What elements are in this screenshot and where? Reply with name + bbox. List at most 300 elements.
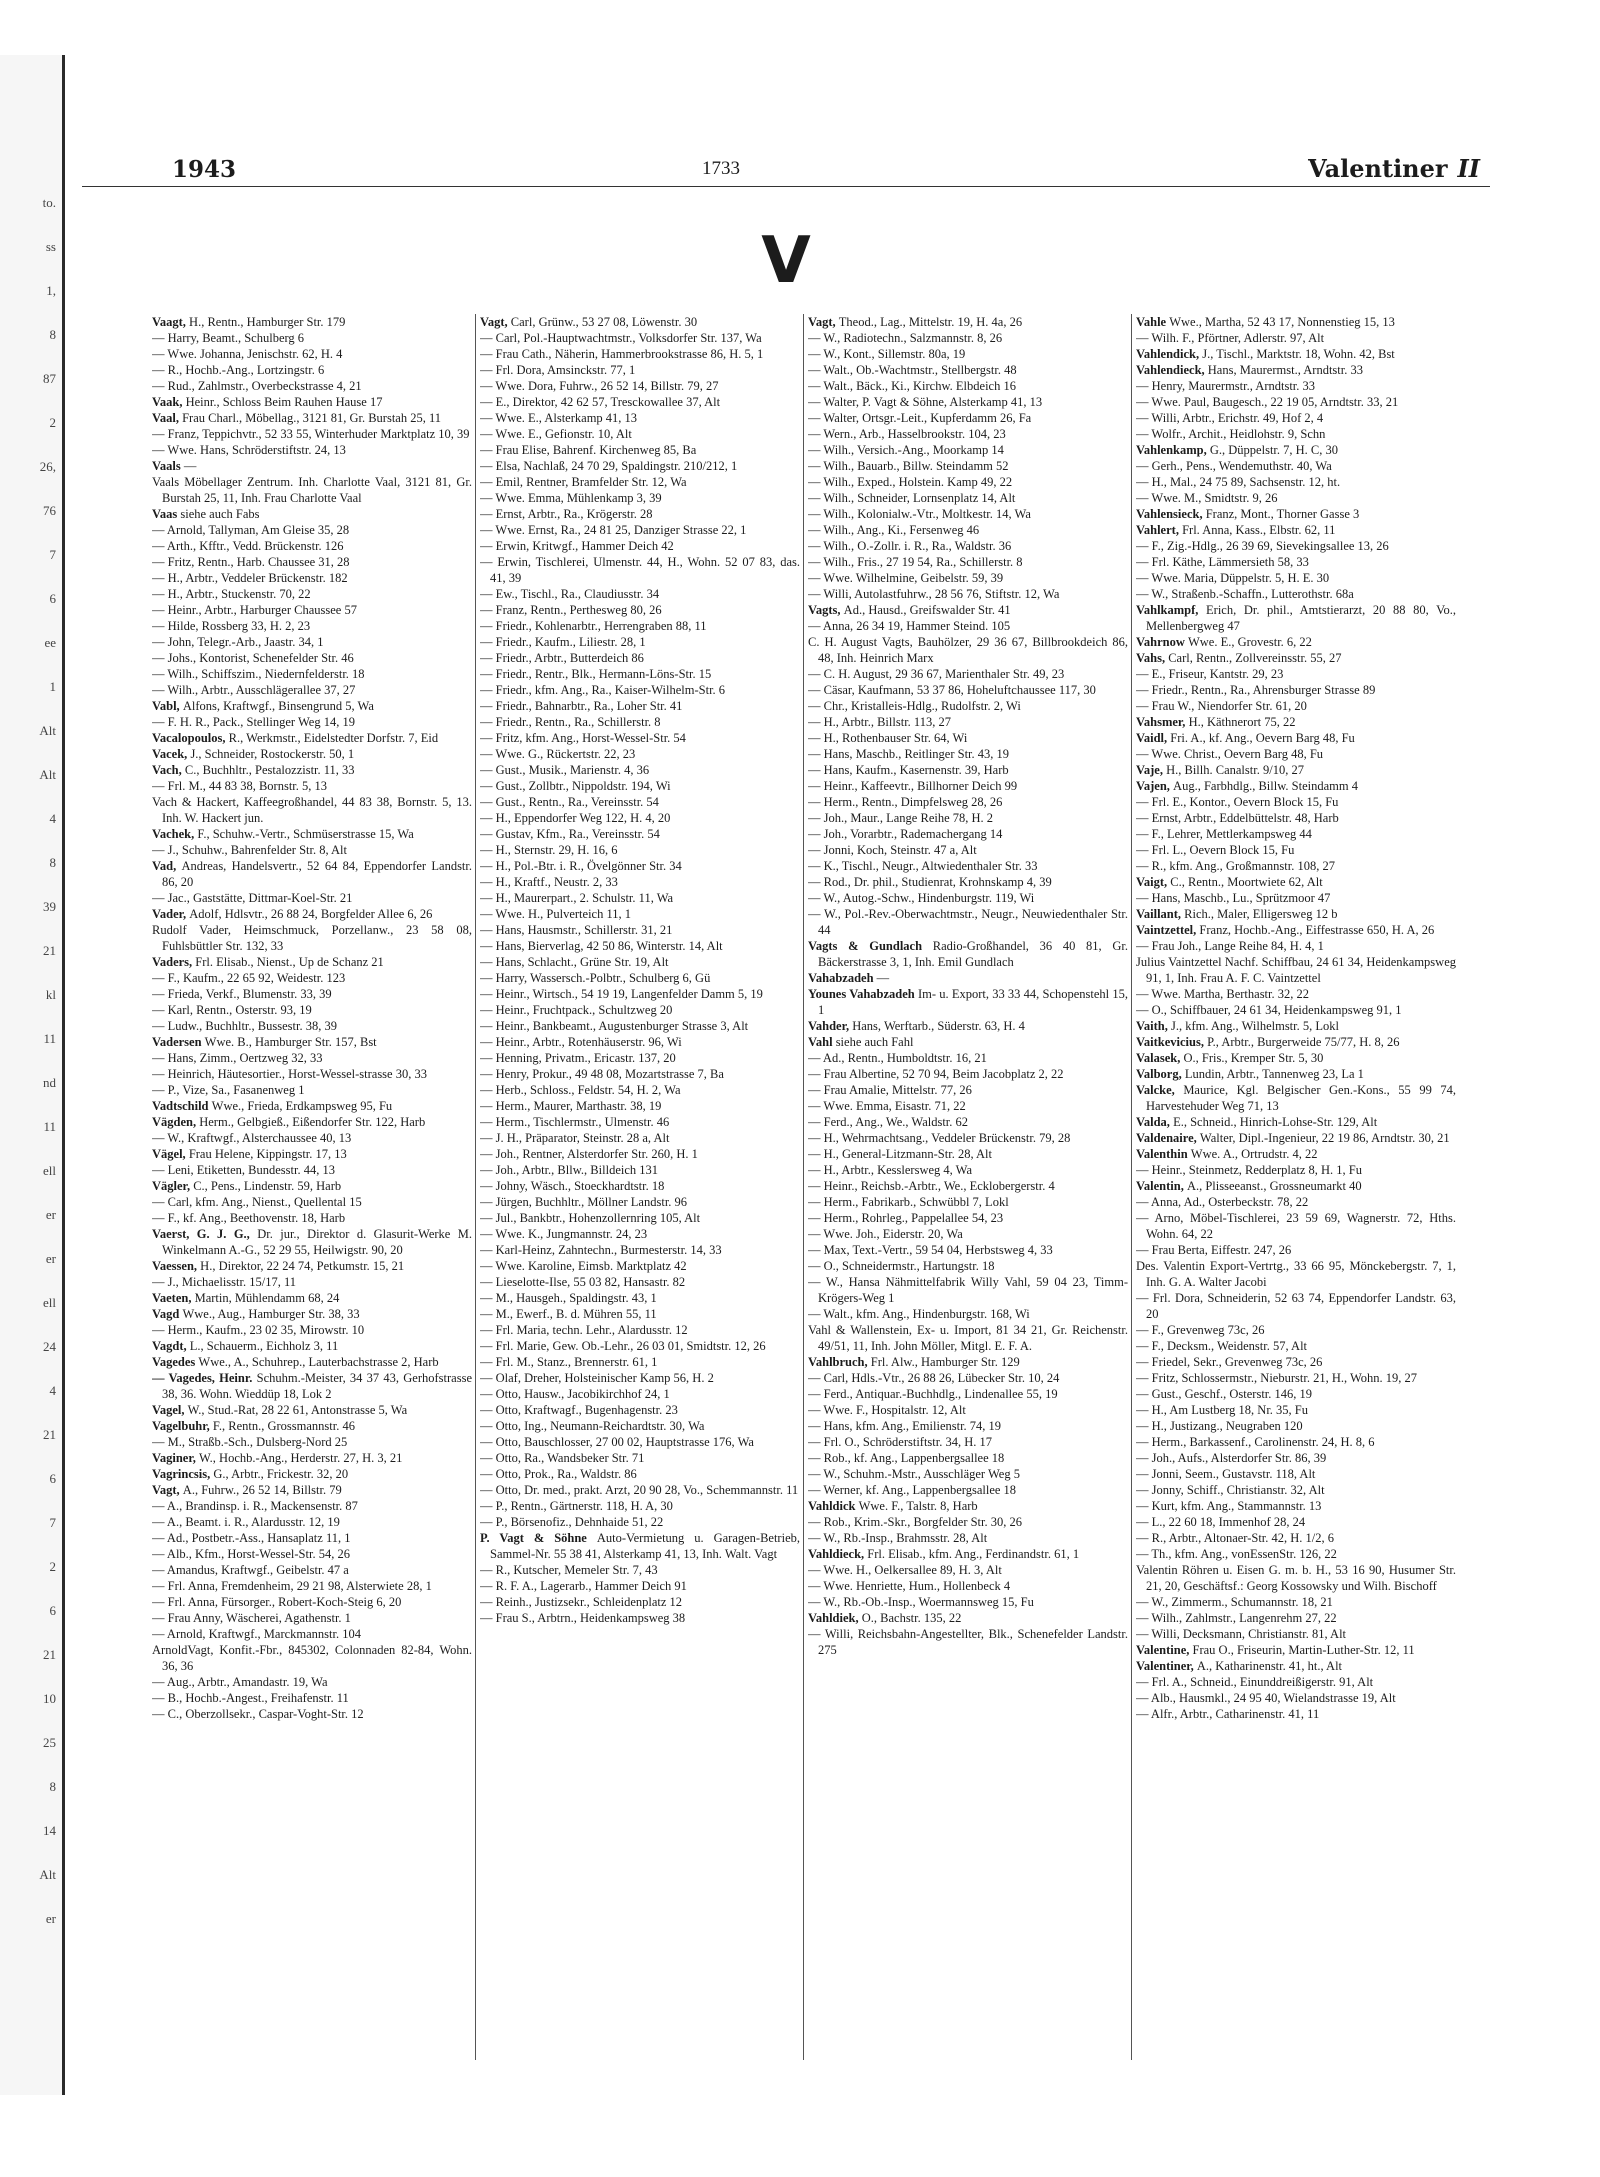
entry-details: — Ferd., Antiquar.-Buchhdlg., Lindenallee 55, 19 (808, 1387, 1058, 1401)
directory-entry (480, 1386, 800, 1402)
entry-details: — J., Schuhw., Bahrenfelder Str. 8, Alt (152, 843, 348, 857)
entry-details: Franz, Hochb.-Ang., Eiffestrasse 650, H. A, 26 (1199, 923, 1435, 937)
entry-details: — H., Wehrmachtsang., Veddeler Brückenstr. 79, 28 (808, 1131, 1071, 1145)
margin-fragment: 1, (46, 283, 56, 298)
directory-entry (1136, 1018, 1456, 1034)
directory-entry (480, 842, 800, 858)
directory-entry (152, 570, 472, 586)
entry-details: — B., Hochb.-Angest., Freihafenstr. 11 (152, 1691, 349, 1705)
entry-details: Franz, Mont., Thorner Gasse 3 (1205, 507, 1360, 521)
directory-entry (152, 1546, 472, 1562)
directory-entry (480, 682, 800, 698)
entry-details: A., Katharinenstr. 41, ht., Alt (1196, 1659, 1343, 1673)
directory-entry (480, 1434, 800, 1450)
entry-details: — Frl. Dora, Schneiderin, 52 63 74, Eppendorfer Landstr. 63, 20 (1136, 1291, 1456, 1321)
entry-details: — Herm., Maurer, Marthastr. 38, 19 (480, 1099, 662, 1113)
entry-details: Adolf, Hdlsvtr., 26 88 24, Borgfelder Allee 6, 26 (189, 907, 433, 921)
entry-details: Heinr., Schloss Beim Rauhen Hause 17 (185, 395, 383, 409)
directory-entry (152, 1610, 472, 1626)
directory-page (82, 128, 1490, 2068)
entry-details: — Alb., Kfm., Horst-Wessel-Str. 54, 26 (152, 1547, 350, 1561)
directory-entry (808, 746, 1128, 762)
entry-details: — M., Straßb.-Sch., Dulsberg-Nord 25 (152, 1435, 348, 1449)
directory-entry (1136, 1690, 1456, 1706)
directory-entry (152, 1322, 472, 1338)
entry-details: — Wwe. Emma, Eisastr. 71, 22 (808, 1099, 966, 1113)
entry-details: J., Schneider, Rostockerstr. 50, 1 (190, 747, 355, 761)
entry-details: — Hans, Bierverlag, 42 50 86, Winterstr. 14, Alt (480, 939, 723, 953)
directory-entry (1136, 458, 1456, 474)
directory-entry (1136, 810, 1456, 826)
entry-surname: P. Vagt & Söhne (480, 1531, 597, 1545)
directory-entry (152, 554, 472, 570)
entry-details: — Joh., Vorarbtr., Rademachergang 14 (808, 827, 1003, 841)
directory-entry (152, 858, 472, 890)
entry-details: — Ludw., Buchhltr., Bussestr. 38, 39 (152, 1019, 337, 1033)
directory-entry (808, 1450, 1128, 1466)
entry-details: — W., Straßenb.-Schaffn., Lutterothstr. 68a (1136, 587, 1354, 601)
margin-fragment: 8 (49, 327, 56, 342)
directory-entry (152, 1050, 472, 1066)
directory-entry (152, 458, 472, 474)
directory-entry (480, 1466, 800, 1482)
entry-details: — J., Michaelisstr. 15/17, 11 (152, 1275, 296, 1289)
directory-entry (808, 890, 1128, 906)
entry-details: C., Rentn., Moortwiete 62, Alt (1170, 875, 1323, 889)
directory-entry (1136, 986, 1456, 1002)
directory-entry (1136, 1354, 1456, 1370)
directory-entry (1136, 1338, 1456, 1354)
directory-entry (152, 1354, 472, 1370)
entry-surname: — Vagedes, Heinr. (152, 1371, 257, 1385)
entry-surname: Vägler, (152, 1179, 194, 1193)
directory-entry (480, 826, 800, 842)
margin-fragment: ell (43, 1163, 56, 1178)
entry-details: — Frl. O., Schröderstiftstr. 34, H. 17 (808, 1435, 993, 1449)
entry-details: — Franz, Rentn., Perthesweg 80, 26 (480, 603, 662, 617)
margin-fragment: er (45, 1911, 56, 1926)
entry-details: — Alb., Hausmkl., 24 95 40, Wielandstrasse 19, Alt (1136, 1691, 1396, 1705)
directory-entry (480, 666, 800, 682)
entry-details: — W., Autog.-Schw., Hindenburgstr. 119, Wi (808, 891, 1035, 905)
entry-details: — Ew., Tischl., Ra., Claudiusstr. 34 (480, 587, 660, 601)
directory-entry (808, 1386, 1128, 1402)
directory-entry (1136, 362, 1456, 378)
entry-details: — Erwin, Kritwgf., Hammer Deich 42 (480, 539, 674, 553)
entry-details: — Frl. Maria, techn. Lehr., Alardusstr. 12 (480, 1323, 688, 1337)
directory-entry (1136, 1178, 1456, 1194)
entry-details: — Hans, Maschb., Lu., Sprützmoor 47 (1136, 891, 1331, 905)
directory-entry (1136, 314, 1456, 330)
entry-details: Andreas, Handelsvertr., 52 64 84, Eppendorfer Landstr. 86, 20 (162, 859, 472, 889)
directory-entry (480, 650, 800, 666)
directory-entry (1136, 794, 1456, 810)
entry-details: — Wwe. M., Smidtstr. 9, 26 (1136, 491, 1278, 505)
directory-entry (808, 970, 1128, 986)
margin-fragment: er (45, 1207, 56, 1222)
directory-entry (480, 362, 800, 378)
directory-entry (152, 1594, 472, 1610)
directory-entry (152, 1082, 472, 1098)
entry-details: — W., Zimmerm., Schumannstr. 18, 21 (1136, 1595, 1333, 1609)
entry-details: — W., Schuhm.-Mstr., Ausschläger Weg 5 (808, 1467, 1020, 1481)
entry-details: Im- u. Export, 33 33 44, Schopenstehl 15, 1 (818, 987, 1128, 1017)
entry-details: — Wwe. Karoline, Eimsb. Marktplatz 42 (480, 1259, 687, 1273)
entry-surname: Vagts & Gundlach (808, 939, 933, 953)
entry-details: — Gustav, Kfm., Ra., Vereinsstr. 54 (480, 827, 660, 841)
directory-entry (480, 1530, 800, 1562)
entry-details: — Ad., Rentn., Humboldtstr. 16, 21 (808, 1051, 987, 1065)
directory-entry (480, 1290, 800, 1306)
directory-entry (808, 1562, 1128, 1578)
entry-details: — Hans, Hausmstr., Schillerstr. 31, 21 (480, 923, 673, 937)
entry-details: Frl. Elisab., Nienst., Up de Schanz 21 (195, 955, 384, 969)
entry-surname: Valdenaire, (1136, 1131, 1200, 1145)
entry-details: Valentin Röhren u. Eisen G. m. b. H., 53 16 90, Husumer Str. 21, 20, Geschäftsf.: Georg Kossowsky und Wilh. Bischoff (1136, 1563, 1456, 1593)
directory-entry (808, 1034, 1128, 1050)
entry-surname: Vagt, (152, 1483, 183, 1497)
directory-entry (152, 1162, 472, 1178)
directory-entry (152, 1146, 472, 1162)
directory-entry (1136, 538, 1456, 554)
entry-details: — H., Kraftf., Neustr. 2, 33 (480, 875, 618, 889)
margin-fragment: Alt (39, 767, 56, 782)
directory-entry (480, 1210, 800, 1226)
entry-details: — R., kfm. Ang., Großmannstr. 108, 27 (1136, 859, 1335, 873)
entry-surname: Vagdt, (152, 1339, 190, 1353)
directory-entry (1136, 1658, 1456, 1674)
directory-entry (808, 1082, 1128, 1098)
directory-entry (808, 1306, 1128, 1322)
directory-entry (1136, 730, 1456, 746)
entry-details: — Hans, Schlacht., Grüne Str. 19, Alt (480, 955, 669, 969)
entry-surname: Vaas (152, 507, 181, 521)
directory-entry (1136, 1290, 1456, 1322)
entry-details: J., Tischl., Marktstr. 18, Wohn. 42, Bst (1202, 347, 1395, 361)
entry-details: — Wwe. E., Alsterkamp 41, 13 (480, 411, 638, 425)
entry-details: Wwe., A., Schuhrep., Lauterbachstrasse 2, Harb (198, 1355, 439, 1369)
directory-entry (152, 1674, 472, 1690)
directory-entry (152, 346, 472, 362)
entry-details: Frl. Alw., Hamburger Str. 129 (870, 1355, 1020, 1369)
entry-details: P., Arbtr., Burgerweide 75/77, H. 8, 26 (1207, 1035, 1400, 1049)
entry-details: — F. H. R., Pack., Stellinger Weg 14, 19 (152, 715, 355, 729)
entry-details: — Jürgen, Buchhltr., Möllner Landstr. 96 (480, 1195, 688, 1209)
entry-details: Wwe., Frieda, Erdkampsweg 95, Fu (211, 1099, 393, 1113)
directory-entry (808, 1370, 1128, 1386)
directory-entry (480, 938, 800, 954)
directory-entry (1136, 1370, 1456, 1386)
directory-entry (1136, 874, 1456, 890)
directory-entry (480, 1514, 800, 1530)
previous-page-edge (0, 55, 65, 2095)
margin-fragment: 11 (43, 1119, 56, 1134)
entry-details: — Frau Berta, Eiffestr. 247, 26 (1136, 1243, 1292, 1257)
directory-entry (808, 730, 1128, 746)
entry-details: — W., Hansa Nähmittelfabrik Willy Vahl, 59 04 23, Timm-Krögers-Weg 1 (808, 1275, 1128, 1305)
entry-details: — Gerh., Pens., Wendemuthstr. 40, Wa (1136, 459, 1332, 473)
directory-entry (1136, 1194, 1456, 1210)
directory-entry (152, 1706, 472, 1722)
directory-entry (808, 826, 1128, 842)
entry-details: — Rob., kf. Ang., Lappenbergsallee 18 (808, 1451, 1005, 1465)
directory-entry (152, 1418, 472, 1434)
entry-details: — Heinr., Arbtr., Rotenhäuserstr. 96, Wi (480, 1035, 682, 1049)
entry-details: — Walter, P. Vagt & Söhne, Alsterkamp 41, 13 (808, 395, 1043, 409)
entry-details: G., Arbtr., Frickestr. 32, 20 (213, 1467, 349, 1481)
directory-entry (808, 570, 1128, 586)
directory-entry (1136, 394, 1456, 410)
entry-details: — Walt., Bäck., Ki., Kirchw. Elbdeich 16 (808, 379, 1016, 393)
directory-entry (808, 698, 1128, 714)
entry-details: — Arth., Kfftr., Vedd. Brückenstr. 126 (152, 539, 344, 553)
directory-entry (1136, 938, 1456, 954)
entry-details: — E., Friseur, Kantstr. 29, 23 (1136, 667, 1284, 681)
margin-fragment: Alt (39, 1867, 56, 1882)
entry-details: — Otto, Ra., Wandsbeker Str. 71 (480, 1451, 645, 1465)
directory-entry (480, 522, 800, 538)
directory-entry (808, 874, 1128, 890)
entry-details: — Frau Amalie, Mittelstr. 77, 26 (808, 1083, 972, 1097)
directory-entry (480, 874, 800, 890)
directory-entry (480, 506, 800, 522)
entry-details: — K., Tischl., Neugr., Altwiedenthaler Str. 33 (808, 859, 1038, 873)
entry-details: — Wwe. Johanna, Jenischstr. 62, H. 4 (152, 347, 343, 361)
entry-surname: Vahrnow (1136, 635, 1188, 649)
directory-entry (152, 1514, 472, 1530)
entry-details: — Wwe. K., Jungmannstr. 24, 23 (480, 1227, 648, 1241)
entry-details: — Hans, Zimm., Oertzweg 32, 33 (152, 1051, 323, 1065)
directory-entry (152, 1370, 472, 1402)
directory-entry (808, 1066, 1128, 1082)
entry-details: W., Stud.-Rat, 28 22 61, Antonstrasse 5, Wa (187, 1403, 408, 1417)
entry-details: — Friedr., Rentn., Ra., Schillerstr. 8 (480, 715, 661, 729)
entry-details: — Frl. M., 44 83 38, Bornstr. 5, 13 (152, 779, 328, 793)
column-3 (808, 314, 1128, 2064)
entry-details: — Fritz, Rentn., Harb. Chaussee 31, 28 (152, 555, 350, 569)
directory-entry (152, 794, 472, 826)
entry-details: A., Fuhrw., 26 52 14, Billstr. 79 (182, 1483, 342, 1497)
directory-entry (808, 602, 1128, 618)
directory-entry (808, 1434, 1128, 1450)
directory-entry (152, 1018, 472, 1034)
directory-entry (1136, 1050, 1456, 1066)
directory-entry (480, 474, 800, 490)
entry-details: — Ernst, Arbtr., Eddelbüttelstr. 48, Harb (1136, 811, 1339, 825)
directory-entry (152, 762, 472, 778)
directory-entry (1136, 586, 1456, 602)
entry-details: — Fritz, Schlossermstr., Nieburstr. 21, H., Wohn. 19, 27 (1136, 1371, 1418, 1385)
entry-details: — P., Börsenofiz., Dehnhaide 51, 22 (480, 1515, 664, 1529)
directory-entry (808, 442, 1128, 458)
directory-entry (152, 538, 472, 554)
directory-entry (808, 986, 1128, 1018)
entry-details: — Joh., Rentner, Alsterdorfer Str. 260, H. 1 (480, 1147, 698, 1161)
entry-details: — Reinh., Justizsekr., Schleidenplatz 12 (480, 1595, 683, 1609)
directory-entry (808, 522, 1128, 538)
directory-entry (808, 842, 1128, 858)
entry-details: — Otto, Bauschlosser, 27 00 02, Hauptstrasse 176, Wa (480, 1435, 754, 1449)
entry-details: — Wwe. Wilhelmine, Geibelstr. 59, 39 (808, 571, 1004, 585)
entry-surname: Valcke, (1136, 1083, 1184, 1097)
directory-entry (480, 1178, 800, 1194)
directory-entry (152, 1578, 472, 1594)
entry-surname: Vaillant, (1136, 907, 1185, 921)
directory-entry (152, 1002, 472, 1018)
entry-details: — Wwe. Hans, Schröderstiftstr. 24, 13 (152, 443, 346, 457)
column-divider (803, 314, 804, 2060)
directory-entry (152, 746, 472, 762)
entry-details: — H., Arbtr., Kesslersweg 4, Wa (808, 1163, 973, 1177)
directory-entry (808, 378, 1128, 394)
entry-details: — O., Schneidermstr., Hartungstr. 18 (808, 1259, 995, 1273)
directory-entry (808, 394, 1128, 410)
directory-entry (480, 1258, 800, 1274)
margin-fragment: ee (44, 635, 56, 650)
entry-surname: Vaals (152, 459, 184, 473)
entry-details: — Frau Anny, Wäscherei, Agathenstr. 1 (152, 1611, 351, 1625)
entry-details: — Wwe. Joh., Eiderstr. 20, Wa (808, 1227, 963, 1241)
directory-entry (152, 1642, 472, 1674)
entry-surname: Vahldick (808, 1499, 859, 1513)
entry-details: — Wwe. Maria, Düppelstr. 5, H. E. 30 (1136, 571, 1330, 585)
directory-entry (1136, 1130, 1456, 1146)
entry-details: Auto-Vermietung u. Garagen-Betrieb, Sammel-Nr. 55 38 41, Alsterkamp 41, 13, Inh. Walt. Vagt (490, 1531, 800, 1561)
directory-entry (152, 1258, 472, 1274)
entry-details: — Werner, kf. Ang., Lappenbergsallee 18 (808, 1483, 1017, 1497)
entry-details: — Wilh., Arbtr., Ausschlägerallee 37, 27 (152, 683, 356, 697)
entry-surname: Vaders, (152, 955, 196, 969)
entry-surname: Vagts, (808, 603, 844, 617)
entry-details: — Heinr., Reichsb.-Arbtr., We., Ecklobergerstr. 4 (808, 1179, 1055, 1193)
section-letter: V (761, 224, 811, 298)
directory-entry (480, 746, 800, 762)
directory-entry (1136, 762, 1456, 778)
column-divider (1131, 314, 1132, 2060)
entry-surname: Vahl (808, 1035, 836, 1049)
entry-details: Ad., Hausd., Greifswalder Str. 41 (843, 603, 1011, 617)
entry-details: — Wwe. Emma, Mühlenkamp 3, 39 (480, 491, 662, 505)
directory-entry (480, 1402, 800, 1418)
entry-surname: Valasek, (1136, 1051, 1184, 1065)
entry-details: — Wilh., O.-Zollr. i. R., Ra., Waldstr. 36 (808, 539, 1012, 553)
entry-details: — Herm., Rentn., Dimpfelsweg 28, 26 (808, 795, 1003, 809)
entry-details: Des. Valentin Export-Vertrtg., 33 66 95, Mönckebergstr. 7, 1, Inh. G. A. Walter Jacobi (1136, 1259, 1456, 1289)
entry-details: Herm., Gelbgieß., Eißendorfer Str. 122, Harb (199, 1115, 426, 1129)
directory-entry (152, 1098, 472, 1114)
entry-details: — Frau W., Niendorfer Str. 61, 20 (1136, 699, 1307, 713)
year-number: 1943 (172, 156, 237, 183)
directory-entry (480, 714, 800, 730)
entry-details: — Frau S., Arbtrn., Heidenkampsweg 38 (480, 1611, 686, 1625)
entry-surname: Valda, (1136, 1115, 1174, 1129)
directory-entry (808, 906, 1128, 938)
directory-entry (480, 1034, 800, 1050)
entry-details: — L., 22 60 18, Immenhof 28, 24 (1136, 1515, 1306, 1529)
directory-entry (480, 890, 800, 906)
directory-entry (1136, 554, 1456, 570)
entry-details: — Frl. M., Stanz., Brennerstr. 61, 1 (480, 1355, 658, 1369)
entry-details: G., Düppelstr. 7, H. C, 30 (1209, 443, 1338, 457)
entry-details: R., Werkmstr., Eidelstedter Dorfstr. 7, Eid (228, 731, 439, 745)
entry-details: — Lieselotte-Ilse, 55 03 82, Hansastr. 82 (480, 1275, 686, 1289)
entry-details: Carl, Grünw., 53 27 08, Löwenstr. 30 (510, 315, 698, 329)
entry-details: Radio-Großhandel, 36 40 81, Gr. Bäckerstrasse 3, 1, Inh. Emil Gundlach (818, 939, 1128, 969)
directory-entry (808, 490, 1128, 506)
entry-details: — Olaf, Dreher, Holsteinischer Kamp 56, H. 2 (480, 1371, 714, 1385)
directory-entry (1136, 922, 1456, 938)
entry-details: — Otto, Ing., Neumann-Reichardtstr. 30, Wa (480, 1419, 705, 1433)
entry-details: Rudolf Vader, Heimschmuck, Porzellanw., 23 58 08, Fuhlsbüttler Str. 132, 33 (152, 923, 472, 953)
entry-details: — Friedr., Arbtr., Butterdeich 86 (480, 651, 644, 665)
entry-details: — P., Rentn., Gärtnerstr. 118, H. A, 30 (480, 1499, 673, 1513)
directory-entry (480, 1050, 800, 1066)
entry-details: — Wilh., Kolonialw.-Vtr., Moltkestr. 14, Wa (808, 507, 1031, 521)
directory-entry (1136, 714, 1456, 730)
directory-entry (152, 314, 472, 330)
entry-details: O., Fris., Kremper Str. 5, 30 (1183, 1051, 1324, 1065)
entry-details: — Amandus, Kraftwgf., Geibelstr. 47 a (152, 1563, 349, 1577)
column-2 (480, 314, 800, 2064)
entry-details: Wwe., Aug., Hamburger Str. 38, 33 (182, 1307, 360, 1321)
directory-entry (152, 1194, 472, 1210)
entry-details: — Cäsar, Kaufmann, 53 37 86, Hoheluftchaussee 117, 30 (808, 683, 1096, 697)
directory-columns (152, 314, 1490, 2074)
entry-details: — C. H. August, 29 36 67, Marienthaler Str. 49, 23 (808, 667, 1065, 681)
entry-surname: Vachek, (152, 827, 198, 841)
entry-details: — Frl. L., Oevern Block 15, Fu (1136, 843, 1295, 857)
directory-entry (808, 794, 1128, 810)
entry-details: — Chr., Kristalleis-Hdlg., Rudolfstr. 2, Wi (808, 699, 1021, 713)
entry-surname: Vahlenkamp, (1136, 443, 1210, 457)
directory-entry (152, 474, 472, 506)
directory-entry (480, 1498, 800, 1514)
entry-details: — Heinr., Fruchtpack., Schultzweg 20 (480, 1003, 673, 1017)
entry-surname: Vahabzadeh (808, 971, 877, 985)
directory-entry (152, 1498, 472, 1514)
entry-surname: Valborg, (1136, 1067, 1185, 1081)
directory-entry (808, 1354, 1128, 1370)
entry-surname: Vagt, (480, 315, 511, 329)
directory-entry (152, 362, 472, 378)
directory-entry (480, 1226, 800, 1242)
directory-entry (480, 538, 800, 554)
page-header (82, 128, 1490, 187)
directory-entry (1136, 1034, 1456, 1050)
directory-entry (1136, 890, 1456, 906)
entry-details: Hans, Werftarb., Süderstr. 63, H. 4 (852, 1019, 1025, 1033)
entry-details: — H., Maurerpart., 2. Schulstr. 11, Wa (480, 891, 674, 905)
directory-entry (1136, 1450, 1456, 1466)
entry-details: — Wwe. Dora, Fuhrw., 26 52 14, Billstr. 79, 27 (480, 379, 719, 393)
entry-surname: Vagd (152, 1307, 183, 1321)
directory-entry (808, 1578, 1128, 1594)
entry-details: Maurice, Kgl. Belgischer Gen.-Kons., 55 99 74, Harvestehuder Weg 71, 13 (1146, 1083, 1456, 1113)
entry-details: — Hans, Maschb., Reitlinger Str. 43, 19 (808, 747, 1010, 761)
entry-details: ArnoldVagt, Konfit.-Fbr., 845302, Colonnaden 82-84, Wohn. 36, 36 (152, 1643, 472, 1673)
entry-details: — Frl. Käthe, Lämmersieth 58, 33 (1136, 555, 1309, 569)
directory-entry (1136, 1594, 1456, 1610)
directory-entry (480, 1130, 800, 1146)
entry-details: Alfons, Kraftwgf., Binsengrund 5, Wa (182, 699, 374, 713)
entry-details: — Herb., Schloss., Feldstr. 54, H. 2, Wa (480, 1083, 681, 1097)
entry-surname: Vadersen (152, 1035, 205, 1049)
entry-details: — Walt., Ob.-Wachtmstr., Stellbergstr. 48 (808, 363, 1017, 377)
entry-details: — Heinr., Bankbeamt., Augustenburger Strasse 3, Alt (480, 1019, 749, 1033)
directory-entry (1136, 1162, 1456, 1178)
entry-details: F., Rentn., Grossmannstr. 46 (212, 1419, 355, 1433)
entry-details: — Otto, Hausw., Jacobikirchhof 24, 1 (480, 1387, 670, 1401)
